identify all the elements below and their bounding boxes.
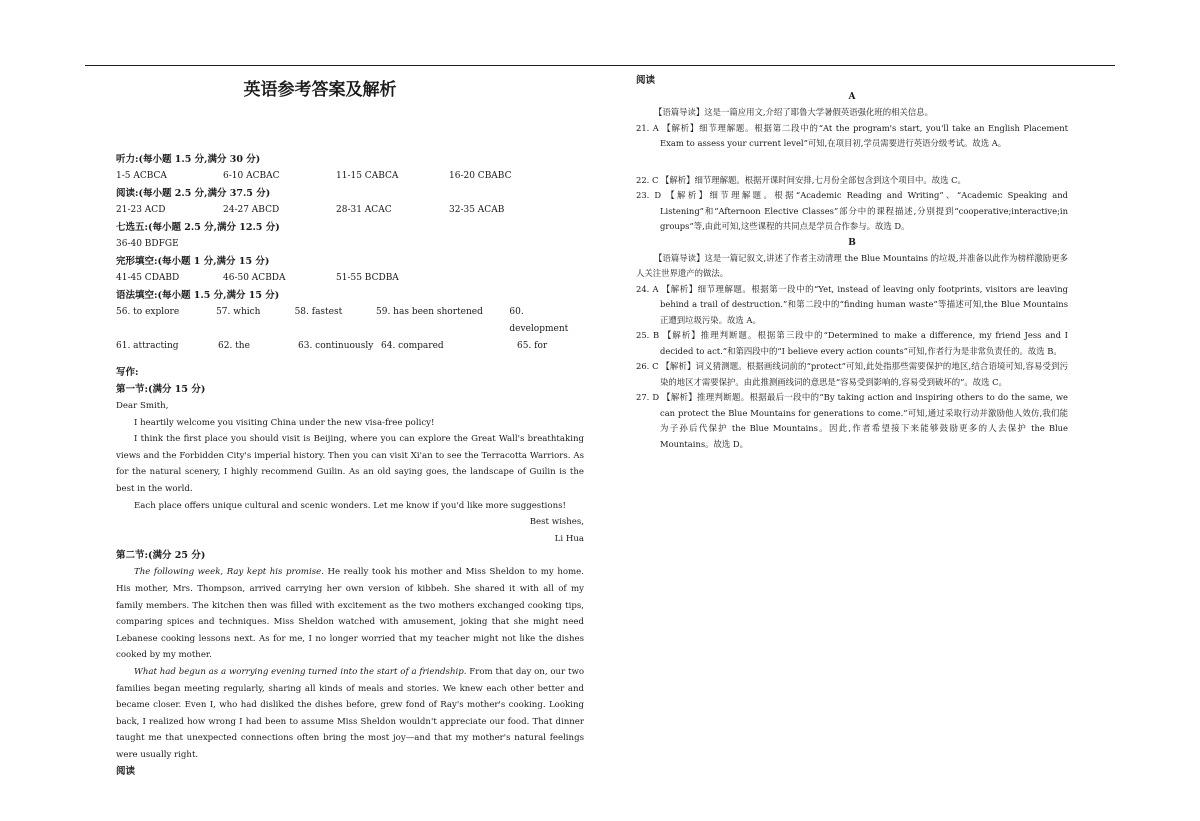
answer-group: 6-10 ACBAC bbox=[223, 171, 280, 181]
page-title: 英语参考答案及解析 bbox=[243, 80, 397, 100]
right-column bbox=[636, 72, 1068, 452]
answer-explanation-23: 23. D 【解析】细节理解题。根据“Academic Reading and Writing”、“Academic Speaking and Listening”和“Afternoon Elective Classes”部分中的课程描述,分别提到“cooperative;interactive;in groups”等,由此可知,这些课程的共同点是学员合作参与。故选 D。 bbox=[636, 190, 1068, 231]
letter-paragraph: I heartily welcome you visiting China under the new visa-free policy! bbox=[134, 417, 435, 428]
passage-guide-b: 【语篇导读】这是一篇记叙文,讲述了作者主动清理 the Blue Mountains 的垃圾,并准备以此作为榜样激励更多人关注世界遗产的做法。 bbox=[636, 252, 1068, 278]
seven-heading: 七选五:(每小题 2.5 分,满分 12.5 分) bbox=[116, 222, 280, 233]
answer-explanation-21: 21. A 【解析】细节理解题。根据第二段中的“At the program's start, you'll take an English Placement Exam to assess your current level”可知,在项目初,学员需要进行英语分级考试。故选 A。 bbox=[636, 122, 1068, 148]
reading-footer: 阅读 bbox=[116, 766, 136, 778]
continuation-paragraph bbox=[116, 564, 584, 664]
answer-group: 28-31 ACAC bbox=[336, 205, 392, 215]
answer-explanation-27: 27. D 【解析】推理判断题。根据最后一段中的“By taking action and inspiring others to do the same, we can protect the Blue Mountains for generations to come.”可知,通过采取行动并激励他人效仿,我们能为子孙后代保护 the Blue Mountains。因此,作者希望接下来能够鼓励更多的人去保护 the Blue Mountains。故选 D。 bbox=[636, 392, 1068, 449]
writing-part2-heading: 第二节:(满分 25 分) bbox=[116, 550, 206, 562]
top-rule bbox=[85, 65, 1115, 66]
answer-group: 32-35 ACAB bbox=[449, 205, 505, 215]
section-b-label: B bbox=[848, 237, 856, 248]
answer-group: 1-5 ACBCA bbox=[116, 171, 167, 181]
grammar-answer: 61. attracting bbox=[116, 341, 179, 351]
paragraph-text: He really took his mother and Miss Sheldon to my home. His mother, Mrs. Thompson, arrived carrying her own version of kibbeh. She shared it with all of my family members. The kitchen then was filled with excitement as the two mothers exchanged cooking tips, comparing spices and techniques. Miss Sheldon watched with amusement, joking that she might need Lebanese cooking lessons next. As for me, I no longer worried that my teacher might not like the dishes cooked by my mother. bbox=[116, 567, 585, 661]
grammar-row-2 bbox=[116, 338, 584, 355]
grammar-answer: 59. has been shortened bbox=[376, 307, 483, 317]
cloze-answers bbox=[116, 270, 584, 287]
answer-group: 16-20 CBABC bbox=[449, 171, 512, 181]
listening-heading: 听力:(每小题 1.5 分,满分 30 分) bbox=[116, 154, 261, 165]
left-column bbox=[116, 72, 584, 780]
letter-signature: Li Hua bbox=[554, 533, 584, 544]
answer-explanation-26: 26. C 【解析】词义猜测题。根据画线词前的“protect”可知,此处指那些需要保护的地区,结合语境可知,容易受到污染的地区才需要保护。由此推测画线词的意思是“容易受到影响的,容易受到破坏的”。故选 C。 bbox=[636, 361, 1068, 387]
passage-guide-a: 【语篇导读】这是一篇应用文,介绍了耶鲁大学暑假英语强化班的相关信息。 bbox=[654, 107, 934, 117]
grammar-answer: 57. which bbox=[216, 307, 261, 317]
paragraph-text: From that day on, our two families began meeting regularly, sharing all kinds of meals and stories. We knew each other better and became closer. Even I, who had disliked the dishes before, grew fond of Ray's mother's cooking. Looking back, I realized how wrong I had been to assume Miss Sheldon wouldn't appreciate our food. That dinner taught me that unexpected connections often bring the most joy—and that my mother's natural feelings were usually right. bbox=[116, 666, 584, 760]
reading-heading: 阅读:(每小题 2.5 分,满分 37.5 分) bbox=[116, 188, 271, 199]
seven-answers bbox=[116, 236, 584, 253]
answer-explanation-22: 22. C 【解析】细节理解题。根据开课时间安排,七月份全部包含到这个项目中。故选 C。 bbox=[636, 174, 966, 185]
grammar-heading: 语法填空:(每小题 1.5 分,满分 15 分) bbox=[116, 290, 280, 301]
letter-paragraph: I think the first place you should visit is Beijing, where you can explore the Great Wall's breathtaking views and the Forbidden City's imperial history. Then you can visit Xi'an to see the Terracotta Warriors. As for the natural scenery, I highly recommend Guilin. As an old saying goes, the landscape of Guilin is the best in the world. bbox=[116, 434, 584, 494]
answer-group: 11-15 CABCA bbox=[336, 171, 399, 181]
answer-group: 41-45 CDABD bbox=[116, 273, 180, 283]
answer-explanation-25: 25. B 【解析】推理判断题。根据第三段中的“Determined to make a difference, my friend Jess and I decided to act.”和第四段中的“I believe every action counts”可知,作者行为是非常负责任的。故选 B。 bbox=[636, 330, 1068, 356]
cloze-heading: 完形填空:(每小题 1 分,满分 15 分) bbox=[116, 256, 270, 267]
section-a-label: A bbox=[848, 92, 856, 102]
grammar-answer: 64. compared bbox=[381, 341, 444, 351]
right-heading: 阅读 bbox=[636, 75, 656, 86]
italic-opening: What had begun as a worrying evening turned into the start of a friendship. bbox=[134, 666, 467, 677]
letter-paragraph: Each place offers unique cultural and scenic wonders. Let me know if you'd like more suggestions! bbox=[134, 500, 566, 511]
writing-heading: 写作: bbox=[116, 367, 139, 378]
answer-group: 24-27 ABCD bbox=[223, 205, 280, 215]
grammar-answer: 60. development bbox=[509, 307, 569, 334]
italic-opening: The following week, Ray kept his promise. bbox=[134, 567, 324, 578]
answer-group: 21-23 ACD bbox=[116, 205, 166, 215]
grammar-answer: 58. fastest bbox=[294, 307, 343, 317]
letter-salutation: Dear Smith, bbox=[116, 401, 169, 411]
answer-group: 51-55 BCDBA bbox=[336, 273, 399, 283]
grammar-answer: 56. to explore bbox=[116, 307, 180, 317]
grammar-row-1 bbox=[116, 304, 584, 338]
reading-answers bbox=[116, 202, 584, 219]
answer-group: 36-40 BDFGE bbox=[116, 239, 179, 249]
grammar-answer: 65. for bbox=[517, 341, 548, 351]
grammar-answer: 62. the bbox=[218, 341, 250, 351]
writing-part1-heading: 第一节:(满分 15 分) bbox=[116, 384, 206, 395]
continuation-paragraph bbox=[116, 664, 584, 764]
answer-group: 46-50 ACBDA bbox=[223, 273, 286, 283]
listening-answers bbox=[116, 168, 584, 185]
answer-explanation-24: 24. A 【解析】细节理解题。根据第一段中的“Yet, instead of leaving only footprints, visitors are leaving behind a trail of destruction.”和第二段中的“finding human waste”等描述可知,the Blue Mountains 正遭到垃圾污染。故选 A。 bbox=[636, 283, 1068, 325]
letter-closing: Best wishes, bbox=[529, 517, 584, 528]
grammar-answer: 63. continuously bbox=[298, 341, 374, 351]
